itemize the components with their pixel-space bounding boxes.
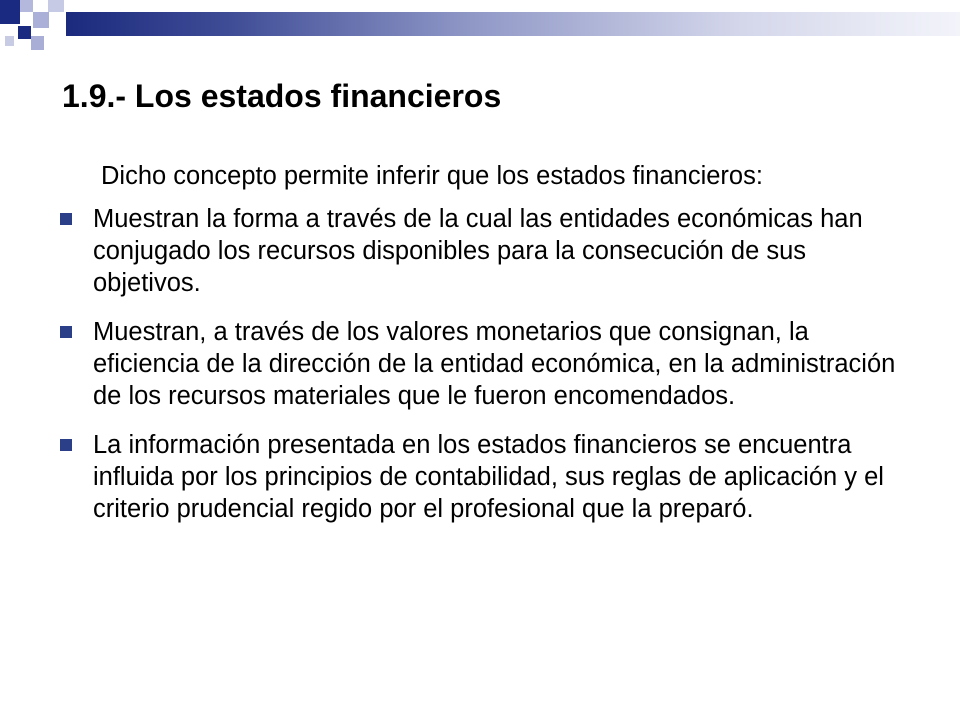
bullet-item xyxy=(56,316,916,412)
square-bullet-icon xyxy=(60,213,72,225)
decorative-square xyxy=(33,12,49,28)
bullet-text: La información presentada en los estados financieros se encuentra influida por los principios de contabilidad, sus reglas de aplicación y el criterio prudencial regido por el profesional que la preparó. xyxy=(93,431,884,523)
decorative-square xyxy=(18,26,31,39)
decorative-square xyxy=(5,36,14,46)
decorative-square xyxy=(31,36,44,50)
header-gradient-bar xyxy=(66,12,960,36)
bullet-item xyxy=(56,203,916,299)
bullet-text: Muestran la forma a través de la cual las entidades económicas han conjugado los recursos disponibles para la consecución de sus objetivos. xyxy=(93,205,863,297)
bullet-list xyxy=(56,203,916,525)
square-bullet-icon xyxy=(60,326,72,338)
decorative-square xyxy=(48,0,64,12)
decorative-square xyxy=(0,0,20,24)
header-decoration xyxy=(0,0,960,60)
bullet-item xyxy=(56,429,916,525)
intro-text: Dicho concepto permite inferir que los estados financieros: xyxy=(101,162,763,190)
decorative-square xyxy=(20,0,33,12)
slide-title: 1.9.- Los estados financieros xyxy=(62,78,502,114)
square-bullet-icon xyxy=(60,439,72,451)
slide-content xyxy=(56,160,916,525)
bullet-text: Muestran, a través de los valores monetarios que consignan, la eficiencia de la dirección de la entidad económica, en la administración de los recursos materiales que le fueron encomendados. xyxy=(93,318,896,410)
